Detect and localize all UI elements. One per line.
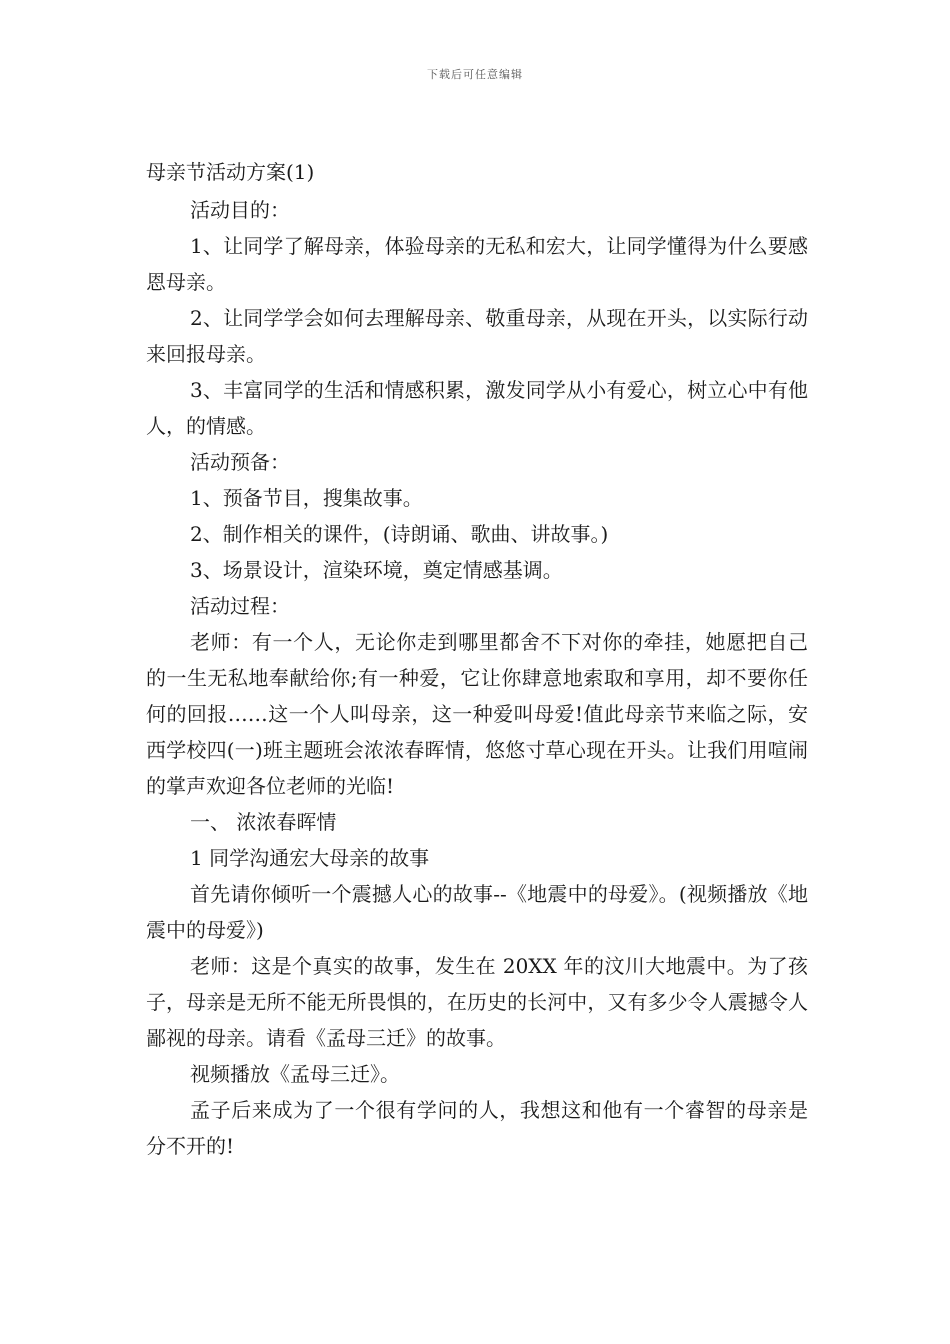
paragraph-goal-1: 1、让同学了解母亲，体验母亲的无私和宏大，让同学懂得为什么要感恩母亲。 xyxy=(146,234,808,294)
paragraph-teacher-comment: 老师：这是个真实的故事，发生在 20XX 年的汶川大地震中。为了孩子，母亲是无所不能无所畏惧的，在历史的长河中，又有多少令人震撼令人鄙视的母亲。请看《孟母三迁》的故事。 xyxy=(146,954,808,1050)
paragraph-process-heading: 活动过程： xyxy=(190,594,290,618)
document-title: 母亲节活动方案(1) xyxy=(146,160,315,184)
paragraph-preparation-heading: 活动预备： xyxy=(190,450,290,474)
paragraph-section-one-item-1: 1 同学沟通宏大母亲的故事 xyxy=(190,846,430,870)
paragraph-activity-goal-heading: 活动目的： xyxy=(190,198,290,222)
paragraph-section-one-heading: 一、 浓浓春晖情 xyxy=(190,810,337,834)
paragraph-video-mengmu: 视频播放《孟母三迁》。 xyxy=(190,1062,400,1086)
paragraph-preparation-1: 1、预备节目，搜集故事。 xyxy=(190,486,423,510)
paragraph-goal-3: 3、丰富同学的生活和情感积累，激发同学从小有爱心，树立心中有他人，的情感。 xyxy=(146,378,808,438)
paragraph-preparation-3: 3、场景设计，渲染环境，奠定情感基调。 xyxy=(190,558,563,582)
document-body xyxy=(146,156,808,1164)
paragraph-teacher-opening: 老师：有一个人，无论你走到哪里都舍不下对你的牵挂，她愿把自己的一生无私地奉献给你;有一种爱，它让你肆意地索取和享用，却不要你任何的回报……这一个人叫母亲，这一种爱叫母爱!值此母亲节来临之际，安西学校四(一)班主题班会浓浓春晖情，悠悠寸草心现在开头。让我们用喧闹的掌声欢迎各位老师的光临! xyxy=(146,630,808,798)
paragraph-earthquake-story: 首先请你倾听一个震撼人心的故事--《地震中的母爱》。(视频播放《地震中的母爱》) xyxy=(146,882,808,942)
page-header-note: 下载后可任意编辑 xyxy=(427,68,523,81)
paragraph-mencius-conclusion: 孟子后来成为了一个很有学问的人，我想这和他有一个睿智的母亲是分不开的! xyxy=(146,1098,808,1158)
paragraph-preparation-2: 2、制作相关的课件，(诗朗诵、歌曲、讲故事。) xyxy=(190,522,609,546)
paragraph-goal-2: 2、让同学学会如何去理解母亲、敬重母亲，从现在开头，以实际行动来回报母亲。 xyxy=(146,306,808,366)
